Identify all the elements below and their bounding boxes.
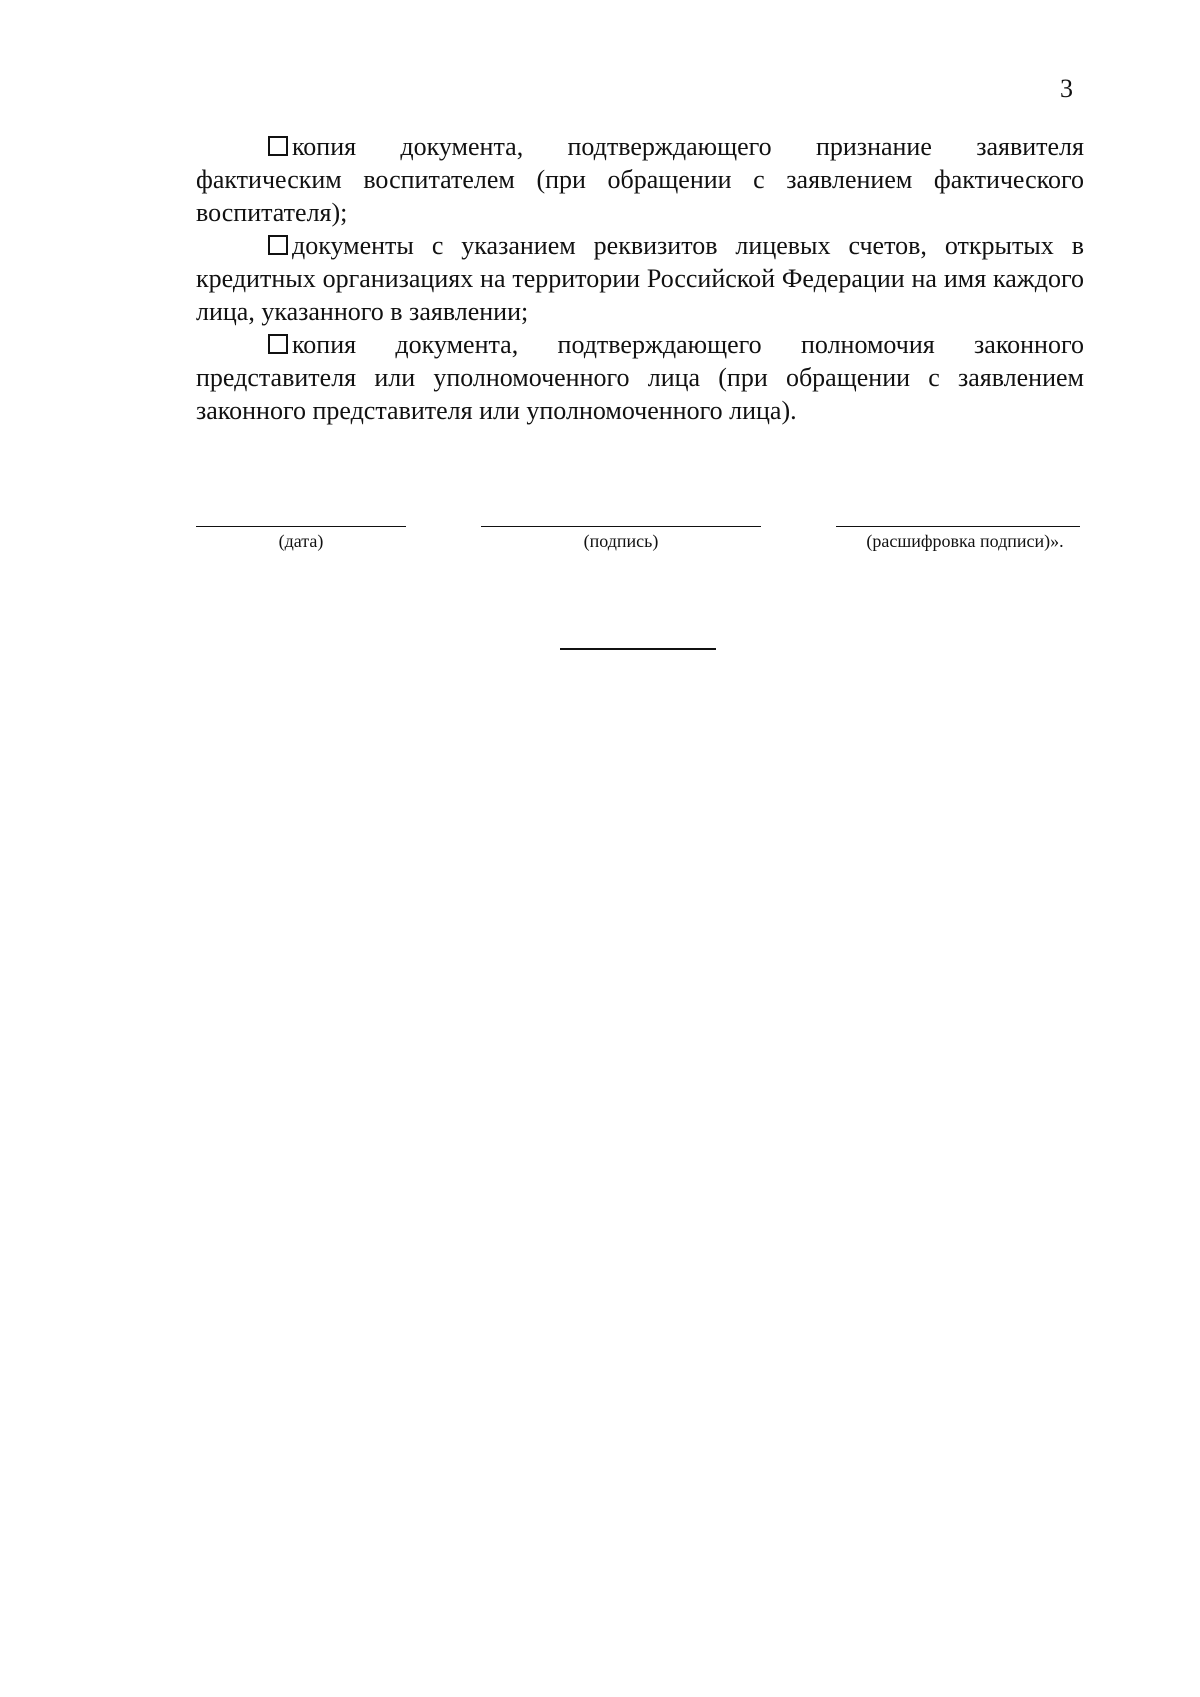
list-item <box>196 130 1084 229</box>
checkbox-icon[interactable] <box>268 334 288 354</box>
list-item <box>196 229 1084 328</box>
signature-decoding-label: (расшифровка подписи)». <box>866 531 1064 551</box>
list-item-text: копия документа, подтверждающего признание заявителя фактическим воспитателем (при обращении с заявлением фактического воспитателя); <box>196 132 1084 227</box>
date-label: (дата) <box>278 531 324 551</box>
date-line <box>196 526 406 527</box>
document-body <box>196 130 1084 427</box>
checkbox-icon[interactable] <box>268 235 288 255</box>
signature-line <box>481 526 761 527</box>
checkbox-icon[interactable] <box>268 136 288 156</box>
signature-label: (подпись) <box>583 531 659 551</box>
signature-decoding-line <box>836 526 1080 527</box>
list-item <box>196 328 1084 427</box>
list-item-text: документы с указанием реквизитов лицевых счетов, открытых в кредитных организациях на территории Российской Федерации на имя каждого лица, указанного в заявлении; <box>196 231 1084 326</box>
end-divider <box>560 648 716 650</box>
page-number: 3 <box>1060 74 1073 103</box>
list-item-text: копия документа, подтверждающего полномочия законного представителя или уполномоченного лица (при обращении с заявлением законного представителя или уполномоченного лица). <box>196 330 1084 425</box>
